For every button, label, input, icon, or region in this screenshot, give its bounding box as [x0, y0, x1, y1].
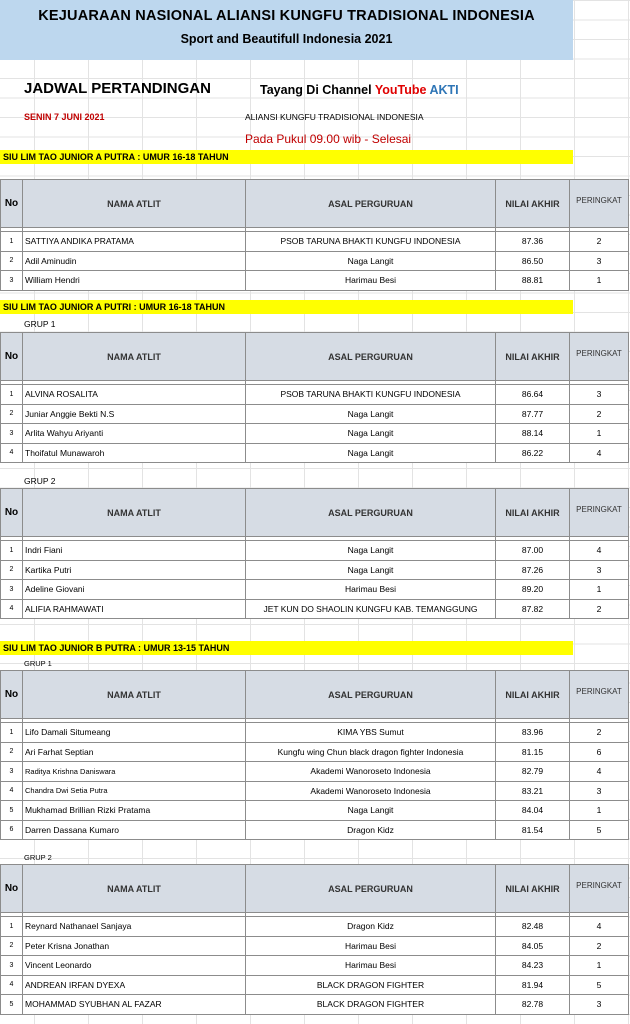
results-table [0, 179, 629, 291]
table-row: 6 Darren Dassana Kumaro Dragon Kidz 81.54 5 [1, 820, 629, 840]
table-header: No NAMA ATLIT ASAL PERGURUAN NILAI AKHIR PERINGKAT [1, 865, 629, 913]
table-header: No NAMA ATLIT ASAL PERGURUAN NILAI AKHIR PERINGKAT [1, 671, 629, 719]
table-row: 5 MOHAMMAD SYUBHAN AL FAZAR BLACK DRAGON FIGHTER 82.78 3 [1, 995, 629, 1015]
table-row: 4 Thoifatul Munawaroh Naga Langit 86.22 4 [1, 443, 629, 463]
table-row: 1 Indri Fiani Naga Langit 87.00 4 [1, 541, 629, 561]
table-row: 1 Reynard Nathanael Sanjaya Dragon Kidz 82.48 4 [1, 917, 629, 937]
col-nama: NAMA ATLIT [23, 180, 246, 228]
table-header: No NAMA ATLIT ASAL PERGURUAN NILAI AKHIR PERINGKAT [1, 489, 629, 537]
title-banner [0, 0, 573, 60]
schedule-heading: JADWAL PERTANDINGAN [24, 80, 211, 97]
table-row: 4 ALIFIA RAHMAWATI JET KUN DO SHAOLIN KUNGFU KAB. TEMANGGUNG 87.82 2 [1, 599, 629, 619]
table-row: 3 Raditya Krishna Daniswara Akademi Wanoroseto Indonesia 82.79 4 [1, 762, 629, 782]
youtube-label: YouTube [374, 83, 427, 97]
event-time: Pada Pukul 09.00 wib - Selesai [245, 132, 412, 146]
group-label: GRUP 2 [24, 853, 52, 862]
table-header [1, 180, 629, 228]
table-row: 2 Adil Aminudin Naga Langit 86.50 3 [1, 251, 629, 271]
group-label: GRUP 1 [24, 319, 56, 329]
page-subtitle: Sport and Beautifull Indonesia 2021 [180, 32, 393, 46]
table-row: 1 ALVINA ROSALITA PSOB TARUNA BHAKTI KUNGFU INDONESIA 86.64 3 [1, 385, 629, 405]
table-row: 1 Lifo Damali Situmeang KIMA YBS Sumut 83.96 2 [1, 723, 629, 743]
col-asal: ASAL PERGURUAN [246, 180, 496, 228]
col-no: No [1, 180, 23, 228]
group-label: GRUP 1 [24, 659, 52, 668]
table-row: 3 William Hendri Harimau Besi 88.81 1 [1, 271, 629, 291]
col-nilai: NILAI AKHIR [496, 180, 570, 228]
results-table [0, 864, 629, 1015]
table-row: 2 Ari Farhat Septian Kungfu wing Chun black dragon fighter Indonesia 81.15 6 [1, 742, 629, 762]
results-table [0, 670, 629, 840]
table-row: 2 Peter Krisna Jonathan Harimau Besi 84.05 2 [1, 936, 629, 956]
broadcast-prefix: Tayang Di Channel [260, 83, 372, 97]
table-row: 4 ANDREAN IRFAN DYEXA BLACK DRAGON FIGHTER 81.94 5 [1, 975, 629, 995]
page-title: KEJUARAAN NASIONAL ALIANSI KUNGFU TRADISIONAL INDONESIA [38, 8, 535, 24]
col-peringkat: PERINGKAT [570, 180, 629, 228]
table-row: 1 SATTIYA ANDIKA PRATAMA PSOB TARUNA BHAKTI KUNGFU INDONESIA 87.36 2 [1, 232, 629, 252]
table-header: No NAMA ATLIT ASAL PERGURUAN NILAI AKHIR PERINGKAT [1, 333, 629, 381]
organizer: ALIANSI KUNGFU TRADISIONAL INDONESIA [245, 112, 424, 122]
section-title: SIU LIM TAO JUNIOR B PUTRA : UMUR 13-15 TAHUN [0, 641, 573, 655]
table-row: 3 Vincent Leonardo Harimau Besi 84.23 1 [1, 956, 629, 976]
group-label: GRUP 2 [24, 476, 56, 486]
event-date: SENIN 7 JUNI 2021 [24, 112, 105, 122]
section-title: SIU LIM TAO JUNIOR A PUTRA : UMUR 16-18 TAHUN [0, 150, 573, 164]
broadcast-info [260, 83, 459, 97]
results-table [0, 332, 629, 463]
table-row: 2 Kartika Putri Naga Langit 87.26 3 [1, 560, 629, 580]
akti-label: AKTI [429, 83, 459, 97]
results-table [0, 488, 629, 619]
section-title: SIU LIM TAO JUNIOR A PUTRI : UMUR 16-18 TAHUN [0, 300, 573, 314]
table-row: 2 Juniar Anggie Bekti N.S Naga Langit 87.77 2 [1, 404, 629, 424]
table-row: 4 Chandra Dwi Setia Putra Akademi Wanoroseto Indonesia 83.21 3 [1, 781, 629, 801]
table-row: 3 Adeline Giovani Harimau Besi 89.20 1 [1, 580, 629, 600]
table-row: 5 Mukhamad Brillian Rizki Pratama Naga Langit 84.04 1 [1, 801, 629, 821]
table-row: 3 Arlita Wahyu Ariyanti Naga Langit 88.14 1 [1, 424, 629, 444]
